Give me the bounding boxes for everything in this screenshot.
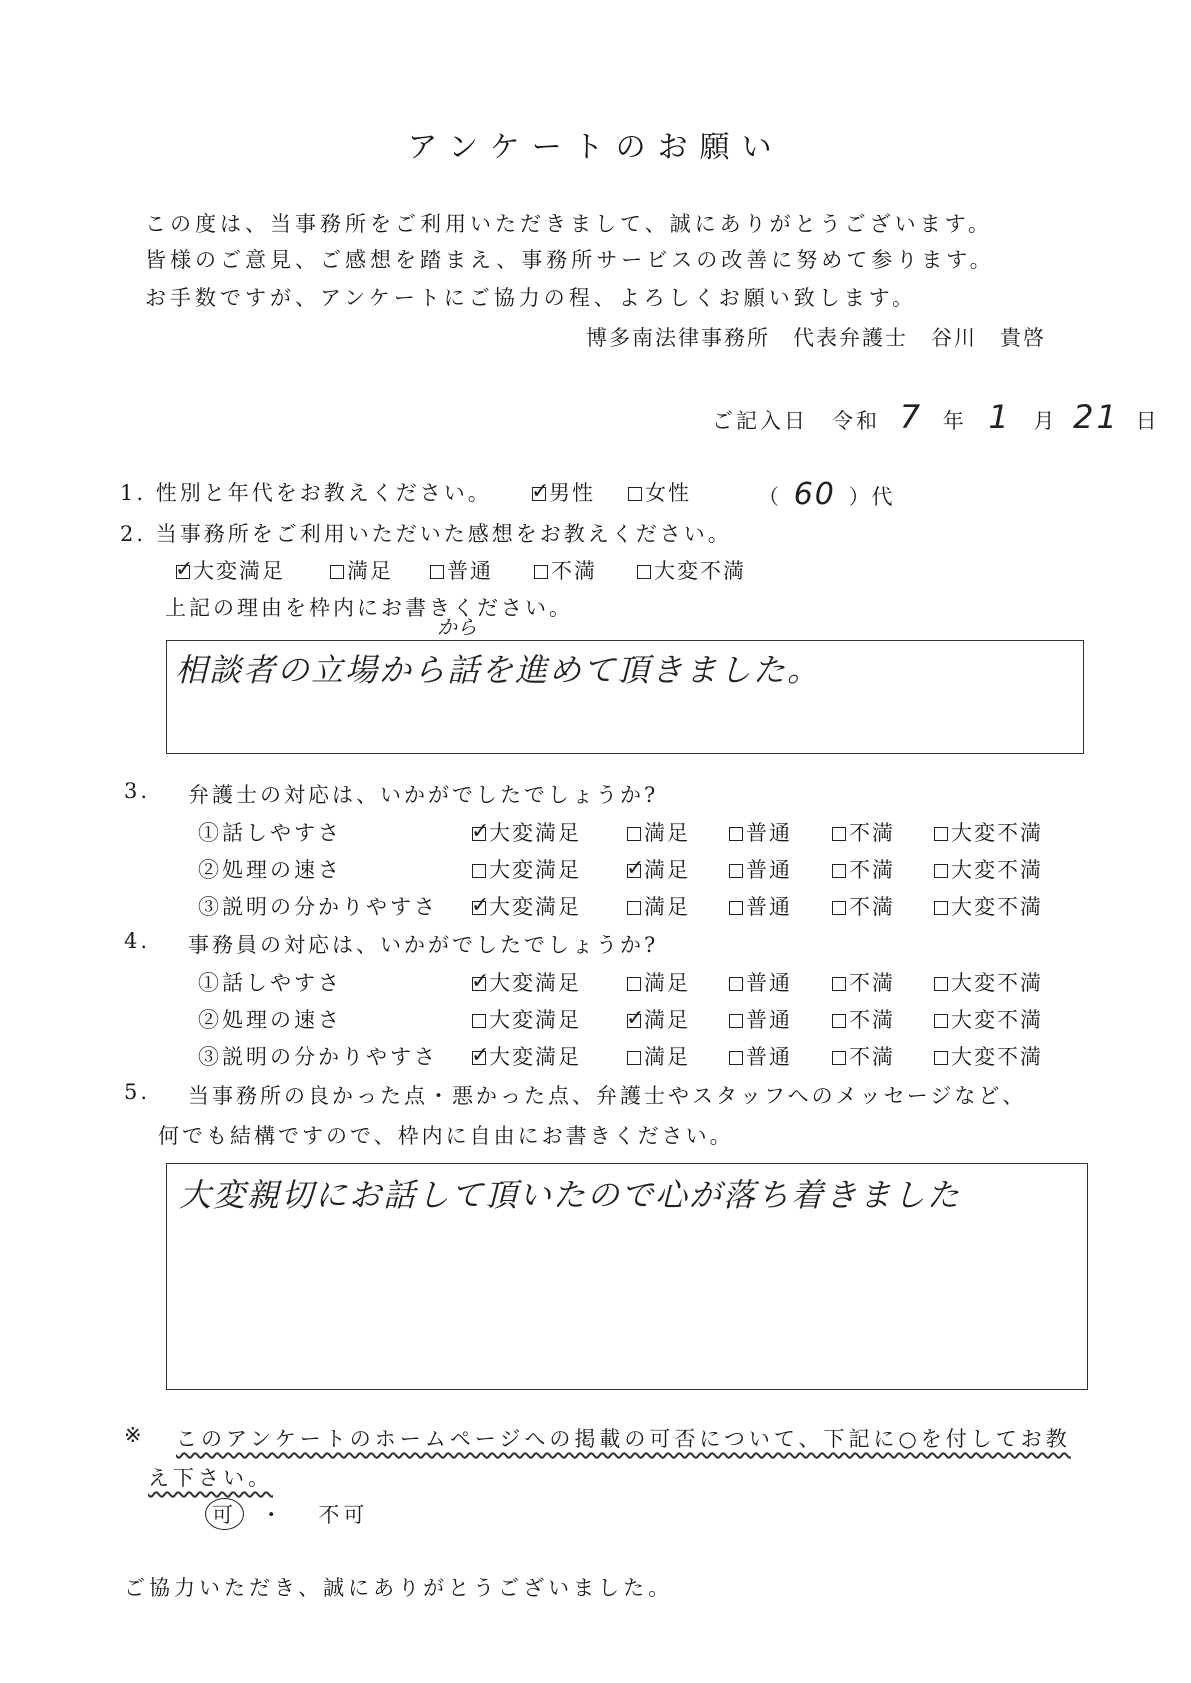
checkbox[interactable]	[832, 977, 846, 991]
q1-age	[758, 477, 895, 512]
q3-row-1-option-1[interactable]	[472, 817, 581, 847]
option-label: 普通	[746, 821, 792, 845]
q5-text-2: 何でも結構ですので、枠内に自由にお書きください。	[158, 1124, 734, 1148]
date-line	[712, 398, 1160, 436]
q4-row-2-option-5[interactable]	[934, 1004, 1043, 1034]
checkbox[interactable]	[934, 977, 948, 991]
option-label: 普通	[746, 858, 792, 882]
checkbox[interactable]	[934, 901, 948, 915]
option-label: 大変不満	[951, 858, 1043, 882]
q4-row-1-option-2[interactable]	[627, 967, 690, 997]
q4-row-3-option-2[interactable]	[627, 1041, 690, 1071]
checkmark-icon: ✓	[471, 969, 492, 994]
q3-row-3-option-5[interactable]	[934, 891, 1043, 921]
checkmark-icon: ✓	[175, 557, 196, 582]
option-label: 大変満足	[489, 821, 581, 845]
q1-female-label: 女性	[645, 481, 691, 505]
checkmark-icon: ✓	[626, 856, 647, 881]
option-label: 普通	[746, 895, 792, 919]
checkbox[interactable]	[626, 856, 647, 881]
page-title: アンケートのお願い	[407, 130, 784, 165]
q3-row-3-option-2[interactable]	[627, 891, 690, 921]
checkbox-female[interactable]	[628, 487, 642, 501]
q2-checkbox-5[interactable]	[637, 565, 651, 579]
q2-option-label: 大変不満	[654, 559, 746, 583]
consent-no[interactable]: 不可	[318, 1503, 369, 1527]
option-label: 不満	[849, 1045, 895, 1069]
q3-row-2-option-2[interactable]	[627, 854, 690, 884]
option-label: 不満	[849, 821, 895, 845]
q4-row-label: ②処理の速さ	[198, 1008, 342, 1032]
q5-answer-text: 大変親切にお話して頂いたので心が落ち着きました	[179, 1176, 962, 1214]
q2-option-1[interactable]	[176, 555, 285, 585]
checkbox[interactable]	[832, 864, 846, 878]
q3-row-1-option-4[interactable]	[832, 817, 895, 847]
q3-row-2-option-3[interactable]	[729, 854, 792, 884]
signature: 博多南法律事務所 代表弁護士 谷川 貴啓	[586, 326, 1046, 350]
q2-option-label: 不満	[551, 559, 597, 583]
option-label: 不満	[849, 858, 895, 882]
q3-row-2-option-1[interactable]	[472, 854, 581, 884]
checkbox[interactable]	[729, 1051, 743, 1065]
checkbox[interactable]	[934, 1051, 948, 1065]
q3-row-3-option-1[interactable]	[472, 891, 581, 921]
q1-text: 1. 性別と年代をお教えください。	[120, 481, 492, 505]
q4-number: 4.	[124, 929, 151, 953]
q4-row-3-option-4[interactable]	[832, 1041, 895, 1071]
q4-row-2-option-3[interactable]	[729, 1004, 792, 1034]
date-month: 1	[988, 398, 1012, 436]
checkbox-male[interactable]	[531, 479, 552, 504]
option-label: 不満	[849, 1008, 895, 1032]
option-label: 大変不満	[951, 895, 1043, 919]
q3-row-label: ③説明の分かりやすさ	[198, 895, 438, 919]
option-label: 大変不満	[951, 1045, 1043, 1069]
checkbox[interactable]	[729, 901, 743, 915]
q1-female-option[interactable]	[628, 477, 691, 507]
option-label: 不満	[849, 895, 895, 919]
q2-checkbox-4[interactable]	[534, 565, 548, 579]
q4-row-1-option-3[interactable]	[729, 967, 792, 997]
q2-option-2[interactable]	[330, 555, 393, 585]
checkbox[interactable]	[471, 893, 492, 918]
q3-row-label: ①話しやすさ	[198, 821, 342, 845]
q4-row-3-option-5[interactable]	[934, 1041, 1043, 1071]
q3-text: 弁護士の対応は、いかがでしたでしょうか?	[188, 783, 659, 807]
q2-reason-label: 上記の理由を枠内にお書きください。	[165, 596, 573, 620]
consent-choice	[205, 1498, 368, 1530]
q4-row-3-option-3[interactable]	[729, 1041, 792, 1071]
q5-text: 当事務所の良かった点・悪かった点、弁護士やスタッフへのメッセージなど、	[188, 1084, 1027, 1108]
checkbox[interactable]	[471, 819, 492, 844]
q2-option-3[interactable]	[430, 555, 493, 585]
consent-yes[interactable]: 可	[205, 1498, 244, 1530]
q4-row-3-option-1[interactable]	[472, 1041, 581, 1071]
date-year-unit: 年	[942, 409, 967, 433]
option-label: 大変満足	[489, 971, 581, 995]
q2-option-label: 普通	[447, 559, 493, 583]
option-label: 満足	[644, 821, 690, 845]
option-label: 普通	[746, 971, 792, 995]
option-label: 満足	[644, 895, 690, 919]
q4-row-2-option-2[interactable]	[627, 1004, 690, 1034]
q2-option-label: 大変満足	[193, 559, 285, 583]
checkbox[interactable]	[627, 977, 641, 991]
q2-checkbox-3[interactable]	[430, 565, 444, 579]
q2-option-5[interactable]	[637, 555, 746, 585]
q3-row-1-option-3[interactable]	[729, 817, 792, 847]
checkbox[interactable]	[626, 1006, 647, 1031]
q4-row-1-option-1[interactable]	[472, 967, 581, 997]
q2-checkbox-2[interactable]	[330, 565, 344, 579]
checkbox[interactable]	[832, 901, 846, 915]
date-month-unit: 月	[1033, 409, 1058, 433]
checkbox[interactable]	[832, 1051, 846, 1065]
consent-line-2: え下さい。	[148, 1466, 273, 1490]
option-label: 満足	[644, 971, 690, 995]
q4-row-2-option-1[interactable]	[472, 1004, 581, 1034]
date-day: 21	[1073, 398, 1120, 436]
option-label: 普通	[746, 1008, 792, 1032]
q2-option-4[interactable]	[534, 555, 597, 585]
checkbox[interactable]	[627, 1051, 641, 1065]
checkbox[interactable]	[627, 827, 641, 841]
checkbox[interactable]	[471, 1043, 492, 1068]
option-label: 大変満足	[489, 895, 581, 919]
q3-row-3-option-3[interactable]	[729, 891, 792, 921]
q2-option-label: 満足	[347, 559, 393, 583]
q2-answer-text: 相談者の立場から話を進めて頂きました。	[175, 651, 822, 689]
checkbox[interactable]	[832, 1014, 846, 1028]
q2-answer-insert: から	[437, 615, 477, 639]
q4-row-1-option-5[interactable]	[934, 967, 1043, 997]
checkbox[interactable]	[934, 1014, 948, 1028]
q2-checkbox-1[interactable]	[175, 557, 196, 582]
q5-number: 5.	[124, 1080, 151, 1104]
checkbox[interactable]	[627, 901, 641, 915]
consent-line-1: このアンケートのホームページへの掲載の可否について、下記に○を付してお教	[176, 1427, 1071, 1451]
q2-answer-box[interactable]	[166, 615, 1084, 754]
option-label: 大変満足	[489, 1008, 581, 1032]
closing-text: ご協力いただき、誠にありがとうございました。	[124, 1576, 674, 1600]
q4-row-label: ③説明の分かりやすさ	[198, 1045, 438, 1069]
q1-male-option[interactable]	[532, 477, 595, 507]
option-label: 不満	[849, 971, 895, 995]
q1-age-value: 60	[793, 477, 836, 512]
checkbox[interactable]	[729, 827, 743, 841]
checkbox[interactable]	[934, 864, 948, 878]
checkmark-icon: ✓	[626, 1006, 647, 1031]
checkbox[interactable]	[729, 864, 743, 878]
q1-age-open: （	[758, 485, 781, 509]
q3-row-2-option-5[interactable]	[934, 854, 1043, 884]
option-label: 満足	[644, 1008, 690, 1032]
intro-line-1: この度は、当事務所をご利用いただきまして、誠にありがとうございます。	[145, 212, 993, 236]
intro-line-2: 皆様のご意見、ご感想を踏まえ、事務所サービスの改善に努めて参ります。	[145, 248, 995, 272]
q3-row-1-option-2[interactable]	[627, 817, 690, 847]
q3-row-2-option-4[interactable]	[832, 854, 895, 884]
q5-answer-box[interactable]	[166, 1163, 1088, 1390]
q3-row-label: ②処理の速さ	[198, 858, 342, 882]
checkbox[interactable]	[729, 977, 743, 991]
q3-row-3-option-4[interactable]	[832, 891, 895, 921]
option-label: 大変不満	[951, 821, 1043, 845]
q3-number: 3.	[124, 779, 151, 803]
checkmark-icon: ✓	[471, 893, 492, 918]
q1-age-close: ）代	[848, 485, 895, 509]
intro-line-3: お手数ですが、アンケートにご協力の程、よろしくお願い致します。	[145, 286, 918, 310]
q2-text: 2. 当事務所をご利用いただいた感想をお教えください。	[120, 522, 732, 546]
option-label: 満足	[644, 1045, 690, 1069]
option-label: 大変不満	[951, 971, 1043, 995]
option-label: 大変不満	[951, 1008, 1043, 1032]
consent-mark: ※	[124, 1423, 146, 1447]
date-label: ご記入日 令和	[712, 409, 880, 433]
checkbox[interactable]	[471, 969, 492, 994]
q4-row-2-option-4[interactable]	[832, 1004, 895, 1034]
option-label: 大変満足	[489, 1045, 581, 1069]
q4-text: 事務員の対応は、いかがでしたでしょうか?	[188, 933, 659, 957]
option-label: 大変満足	[489, 858, 581, 882]
date-day-unit: 日	[1135, 409, 1160, 433]
q4-row-label: ①話しやすさ	[198, 971, 342, 995]
checkmark-icon: ✓	[471, 819, 492, 844]
checkmark-icon: ✓	[471, 1043, 492, 1068]
checkmark-icon: ✓	[531, 479, 552, 504]
checkbox[interactable]	[729, 1014, 743, 1028]
q1-male-label: 男性	[549, 481, 595, 505]
q3-row-1-option-5[interactable]	[934, 817, 1043, 847]
checkbox[interactable]	[472, 1014, 486, 1028]
checkbox[interactable]	[472, 864, 486, 878]
checkbox[interactable]	[934, 827, 948, 841]
q4-row-1-option-4[interactable]	[832, 967, 895, 997]
consent-separator: ・	[260, 1503, 286, 1527]
date-year: 7	[899, 398, 924, 436]
checkbox[interactable]	[832, 827, 846, 841]
option-label: 普通	[746, 1045, 792, 1069]
option-label: 満足	[644, 858, 690, 882]
